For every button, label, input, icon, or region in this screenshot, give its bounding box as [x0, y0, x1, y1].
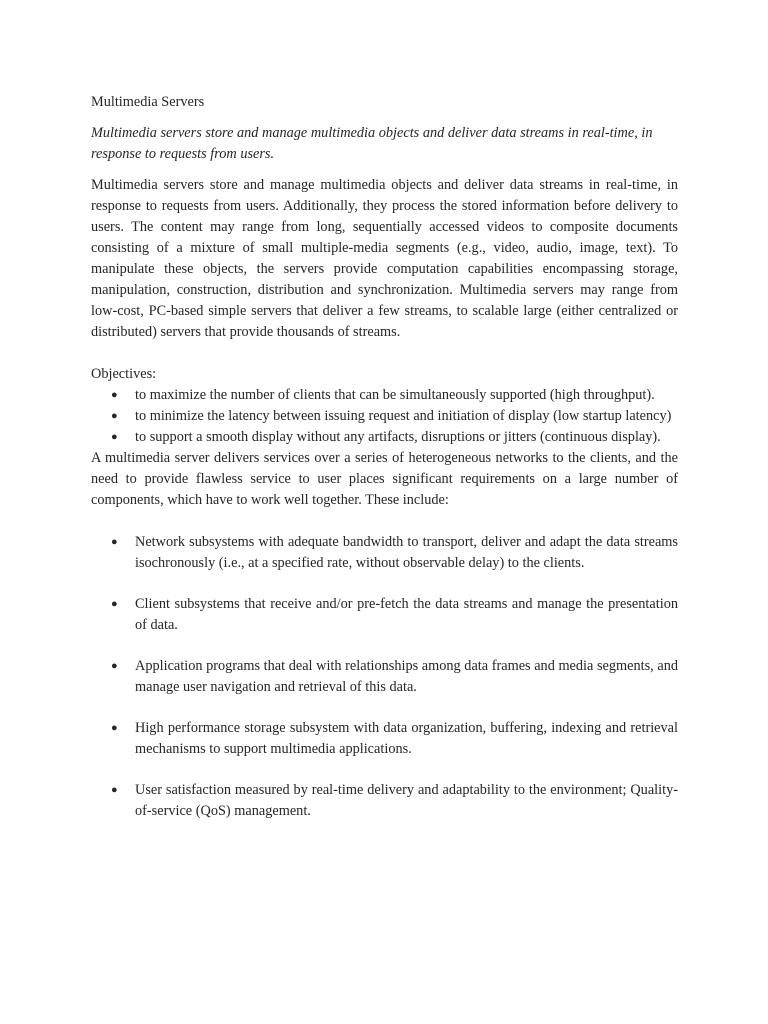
list-item: [91, 718, 678, 760]
bullet-icon: ●: [111, 722, 118, 734]
objectives-heading: Objectives:: [91, 366, 157, 382]
components-list: [91, 532, 678, 822]
objectives-list: [91, 385, 678, 448]
objective-text: to maximize the number of clients that can be simultaneously supported (high throughput).: [135, 387, 655, 403]
list-item: [91, 656, 678, 698]
bullet-icon: ●: [111, 431, 118, 443]
objective-text: to minimize the latency between issuing request and initiation of display (low startup latency): [135, 408, 672, 424]
list-item: [91, 780, 678, 822]
document-subtitle: Multimedia servers store and manage multimedia objects and deliver data streams in real-time, in response to requests from users.: [91, 125, 653, 162]
list-item: [91, 385, 678, 406]
bullet-icon: ●: [111, 536, 118, 548]
component-text: User satisfaction measured by real-time delivery and adaptability to the environment; Quality-of-service (QoS) management.: [135, 782, 678, 819]
bullet-icon: ●: [111, 598, 118, 610]
component-text: Application programs that deal with relationships among data frames and media segments, and manage user navigation and retrieval of this data.: [135, 658, 678, 695]
list-item: [91, 594, 678, 636]
list-item: [91, 532, 678, 574]
component-text: Network subsystems with adequate bandwidth to transport, deliver and adapt the data streams isochronously (i.e., at a specified rate, without observable delay) to the clients.: [135, 534, 678, 571]
component-text: High performance storage subsystem with data organization, buffering, indexing and retrieval mechanisms to support multimedia applications.: [135, 720, 678, 757]
document-page: [91, 92, 678, 842]
network-paragraph: A multimedia server delivers services over a series of heterogeneous networks to the clients, and the need to provide flawless service to user places significant requirements on a large number of components, which have to work well together. These include:: [91, 450, 678, 508]
bullet-icon: ●: [111, 784, 118, 796]
bullet-icon: ●: [111, 660, 118, 672]
list-item: [91, 427, 678, 448]
list-item: [91, 406, 678, 427]
bullet-icon: ●: [111, 389, 118, 401]
objective-text: to support a smooth display without any artifacts, disruptions or jitters (continuous display).: [135, 429, 661, 445]
intro-paragraph: Multimedia servers store and manage multimedia objects and deliver data streams in real-time, in response to requests from users. Additionally, they process the stored information before delivery to users. The content may range from long, sequentially accessed videos to composite documents consisting of a mixture of small multiple-media segments (e.g., video, audio, image, text). To manipulate these objects, the servers provide computation capabilities encompassing storage, manipulation, construction, distribution and synchronization. Multimedia servers may range from low-cost, PC-based simple servers that deliver a few streams, to scalable large (either centralized or distributed) servers that provide thousands of streams.: [91, 177, 678, 340]
component-text: Client subsystems that receive and/or pre-fetch the data streams and manage the presentation of data.: [135, 596, 678, 633]
bullet-icon: ●: [111, 410, 118, 422]
document-title: Multimedia Servers: [91, 94, 205, 110]
